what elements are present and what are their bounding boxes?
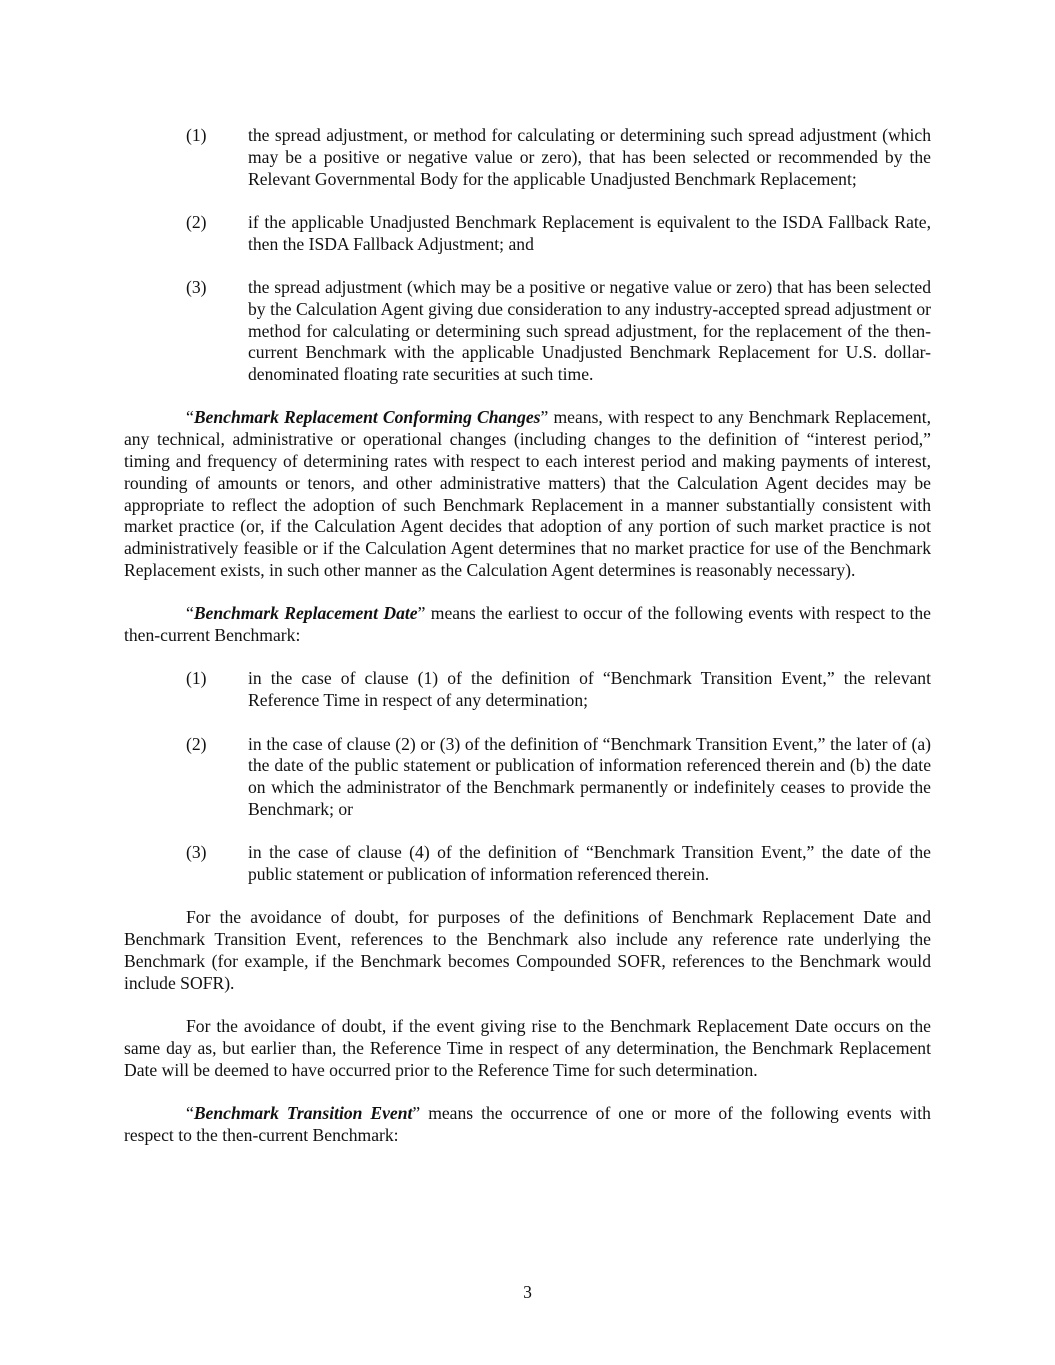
definition-transition-event [124,1103,931,1147]
list-item [124,125,931,190]
list-item [124,734,931,821]
list-item [124,277,931,386]
defined-term: Benchmark Replacement Date [193,603,418,624]
list-text: in the case of clause (4) of the definition of “Benchmark Transition Event,” the date of the public statement or publication of information referenced therein. [248,842,931,885]
defined-term: Benchmark Replacement Conforming Changes [193,407,541,428]
definition-text: ” means, with respect to any Benchmark Replacement, any technical, administrative or operational changes (including changes to the definition of “interest period,” timing and frequency of determining rates with respect to each interest period and making payments of interest, rounding of amounts or tenors, and other administrative matters) that the Calculation Agent decides may be appropriate to reflect the adoption of such Benchmark Replacement in a manner substantially consistent with market practice (or, if the Calculation Agent decides that adoption of any portion of such market practice is not administratively feasible or if the Calculation Agent determines that no market practice for use of the Benchmark Replacement exists, in such other manner as the Calculation Agent determines is reasonably necessary). [124,407,931,581]
list-text: the spread adjustment, or method for calculating or determining such spread adjustment (which may be a positive or negative value or zero), that has been selected or recommended by the Relevant Governmental Body for the applicable Unadjusted Benchmark Replacement; [248,125,931,189]
defined-term: Benchmark Transition Event [193,1102,413,1123]
list-text: in the case of clause (2) or (3) of the definition of “Benchmark Transition Event,” the later of (a) the date of the public statement or publication of information referenced therein and (b) the date on which the administrator of the Benchmark permanently or indefinitely ceases to provide the Benchmark; or [248,733,931,819]
list-item [124,668,931,712]
list-number: (1) [186,125,207,145]
list-number: (1) [186,668,207,689]
list-number: (3) [186,276,207,297]
paragraph-avoidance-of-doubt-1: For the avoidance of doubt, for purposes of the definitions of Benchmark Replacement Date and Benchmark Transition Event, references to the Benchmark also include any reference rate underlying the Benchmark (for example, if the Benchmark becomes Compounded SOFR, references to the Benchmark would include SOFR). [124,907,931,993]
page-content [124,125,931,1168]
page-number: 3 [523,1282,532,1302]
definition-replacement-date [124,603,931,647]
open-quote: “ [186,1102,194,1123]
list-number: (2) [186,733,207,754]
list-item [124,842,931,886]
list-item [124,212,931,256]
definition-text: ” means the occurrence of one or more of the following events with respect to the then-current Benchmark: [124,1102,931,1145]
open-quote: “ [186,407,194,428]
paragraph-avoidance-of-doubt-2: For the avoidance of doubt, if the event giving rise to the Benchmark Replacement Date occurs on the same day as, but earlier than, the Reference Time in respect of any determination, the Benchmark Replacement Date will be deemed to have occurred prior to the Reference Time for such determination. [124,1016,931,1080]
definition-text: ” means the earliest to occur of the following events with respect to the then-current Benchmark: [124,603,931,646]
open-quote: “ [186,603,194,624]
list-text: the spread adjustment (which may be a positive or negative value or zero) that has been selected by the Calculation Agent giving due consideration to any industry-accepted spread adjustment or method for calculating or determining such spread adjustment, for the replacement of the then-current Benchmark with the applicable Unadjusted Benchmark Replacement for U.S. dollar-denominated floating rate securities at such time. [248,276,931,385]
list-number: (3) [186,842,207,863]
list-number: (2) [186,211,207,232]
definition-conforming-changes [124,407,931,581]
list-text: if the applicable Unadjusted Benchmark Replacement is equivalent to the ISDA Fallback Rate, then the ISDA Fallback Adjustment; and [248,211,931,254]
list-text: in the case of clause (1) of the definition of “Benchmark Transition Event,” the relevant Reference Time in respect of any determination; [248,668,931,711]
